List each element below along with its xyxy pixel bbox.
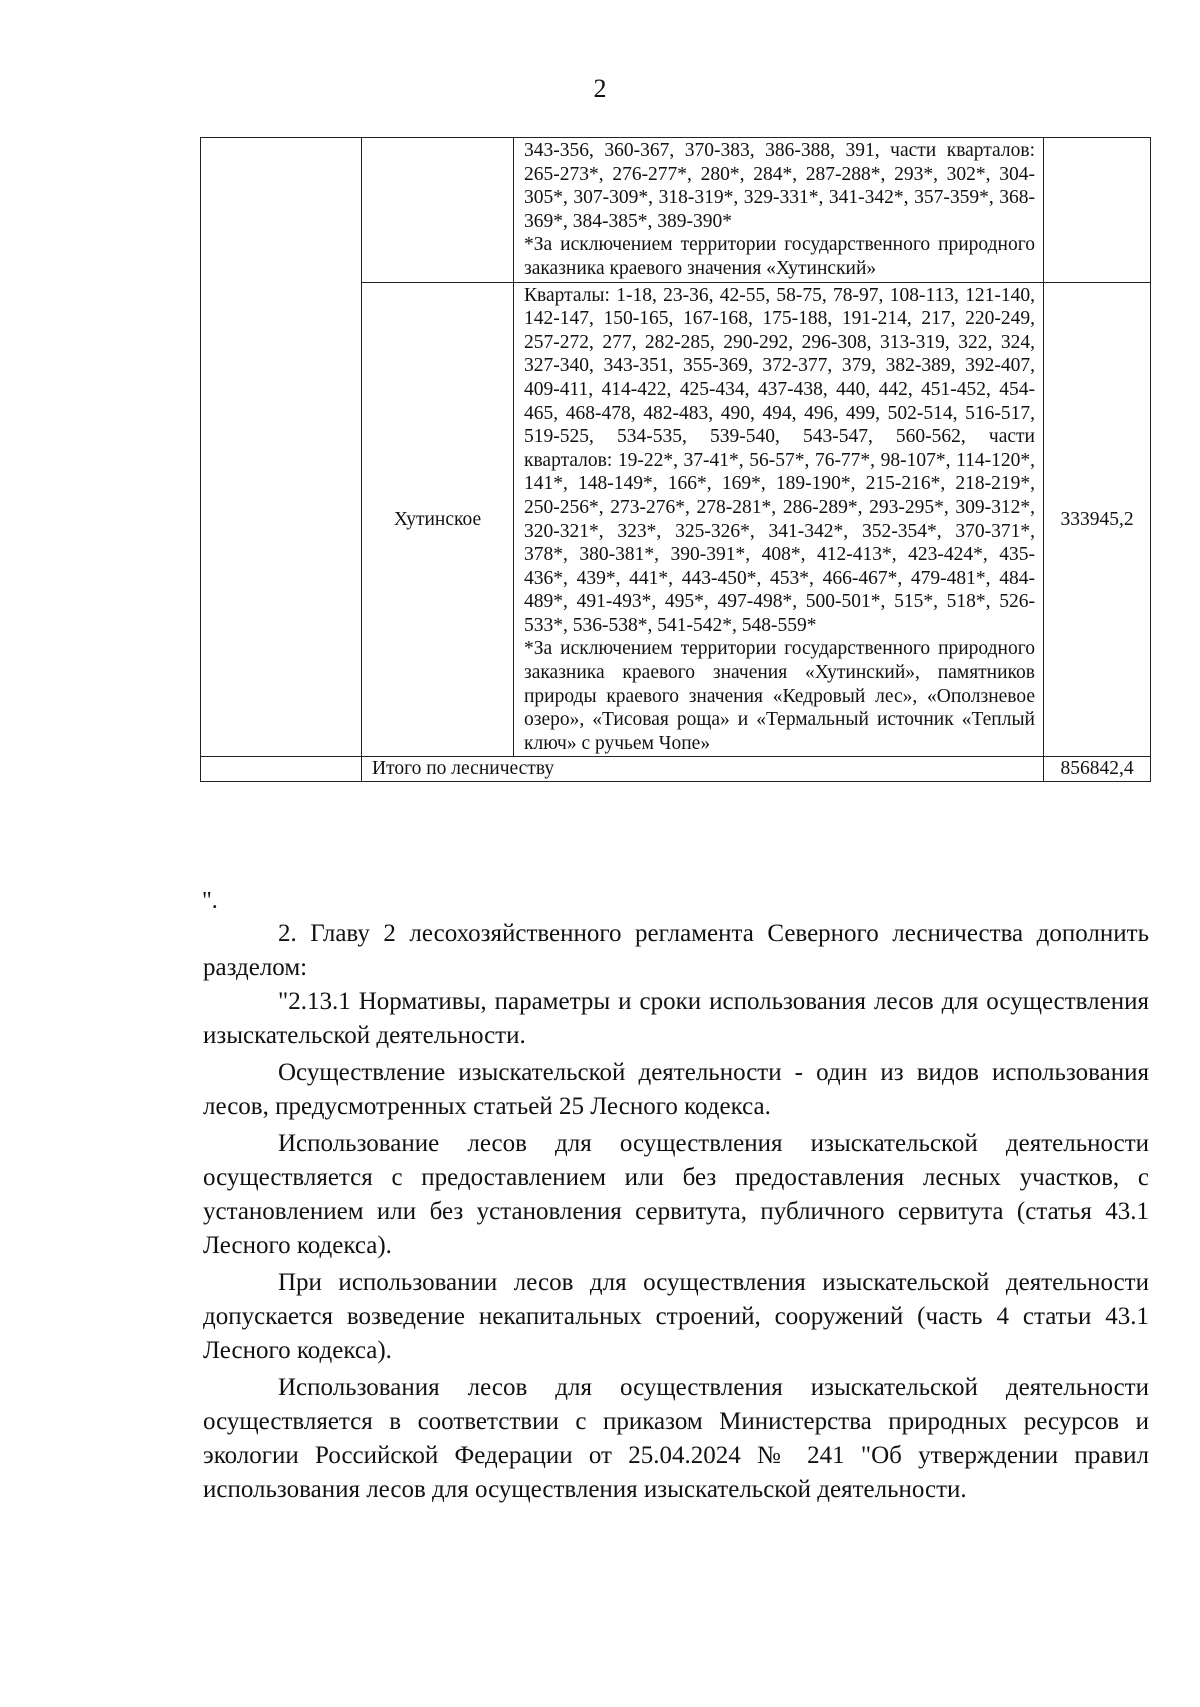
paragraph: Осуществление изыскательской деятельности - один из видов использования лесов, предусмотренных статьей 25 Лесного кодекса.	[203, 1059, 1149, 1120]
paragraph: 2. Главу 2 лесохозяйственного регламента Северного лесничества дополнить разделом:	[203, 920, 1149, 981]
paragraph: Использования лесов для осуществления изыскательской деятельности осуществляется в соответствии с приказом Министерства природных ресурсов и экологии Российской Федерации от 25.04.2024 № 241 "Об утверждении правил использования лесов для осуществления изыскательской деятельности.	[203, 1374, 1149, 1503]
quarters-note: *За исключением территории государственного природного заказника краевого значения «Хутинский», памятников природы краевого значения «Кедровый лес», «Оползневое озеро», «Тисовая роща» и «Термальный источник «Теплый ключ» с ручьем Чопе»	[524, 638, 1035, 754]
forestry-name-cell	[201, 138, 362, 757]
quarters-note: *За исключением территории государственного природного заказника краевого значения «Хутинский»	[524, 234, 1035, 279]
quarters-cell	[514, 138, 1044, 283]
table-row	[201, 138, 1151, 283]
body-text	[203, 917, 1149, 1507]
area-value: 333945,2	[1044, 282, 1151, 757]
paragraph: "2.13.1 Нормативы, параметры и сроки использования лесов для осуществления изыскательской деятельности.	[203, 988, 1149, 1049]
area-cell	[1044, 138, 1151, 283]
quarters-text: Кварталы: 1-18, 23-36, 42-55, 58-75, 78-97, 108-113, 121-140, 142-147, 150-165, 167-168, 175-188, 191-214, 217, 220-249, 257-272, 277, 282-285, 290-292, 296-308, 313-319, 322, 324, 327-340, 343-351, 355-369, 372-377, 379, 382-389, 392-407, 409-411, 414-422, 425-434, 437-438, 440, 442, 451-452, 454-465, 468-478, 482-483, 490, 494, 496, 499, 502-514, 516-517, 519-525, 534-535, 539-540, 543-547, 560-562, части кварталов: 19-22*, 37-41*, 56-57*, 76-77*, 98-107*, 114-120*, 141*, 148-149*, 166*, 169*, 189-190*, 215-216*, 218-219*, 250-256*, 273-276*, 278-281*, 286-289*, 293-295*, 309-312*, 320-321*, 323*, 325-326*, 341-342*, 352-354*, 370-371*, 378*, 380-381*, 390-391*, 408*, 412-413*, 423-424*, 435-436*, 439*, 441*, 443-450*, 453*, 466-467*, 479-481*, 484-489*, 491-493*, 495*, 497-498*, 500-501*, 515*, 518*, 526-533*, 536-538*, 541-542*, 548-559*	[524, 284, 1035, 636]
paragraph: При использовании лесов для осуществления изыскательской деятельности допускается возведение некапитальных строений, сооружений (часть 4 статьи 43.1 Лесного кодекса).	[203, 1269, 1149, 1364]
page-number: 2	[593, 74, 607, 103]
district-cell	[362, 138, 514, 283]
table-total-row	[201, 757, 1151, 782]
total-value: 856842,4	[1044, 757, 1151, 782]
total-label: Итого по лесничеству	[362, 757, 1044, 782]
closing-quote: ".	[202, 888, 218, 914]
paragraph: Использование лесов для осуществления изыскательской деятельности осуществляется с предоставлением или без предоставления лесных участков, с установлением или без установления сервитута, публичного сервитута (статья 43.1 Лесного кодекса).	[203, 1130, 1149, 1259]
forestry-table	[200, 137, 1151, 782]
quarters-cell	[514, 282, 1044, 757]
district-name: Хутинское	[362, 282, 514, 757]
quarters-text: 343-356, 360-367, 370-383, 386-388, 391, части кварталов: 265-273*, 276-277*, 280*, 284*, 287-288*, 293*, 302*, 304-305*, 307-309*, 318-319*, 329-331*, 341-342*, 357-359*, 368-369*, 384-385*, 389-390*	[524, 140, 1035, 232]
empty-cell	[201, 757, 362, 782]
